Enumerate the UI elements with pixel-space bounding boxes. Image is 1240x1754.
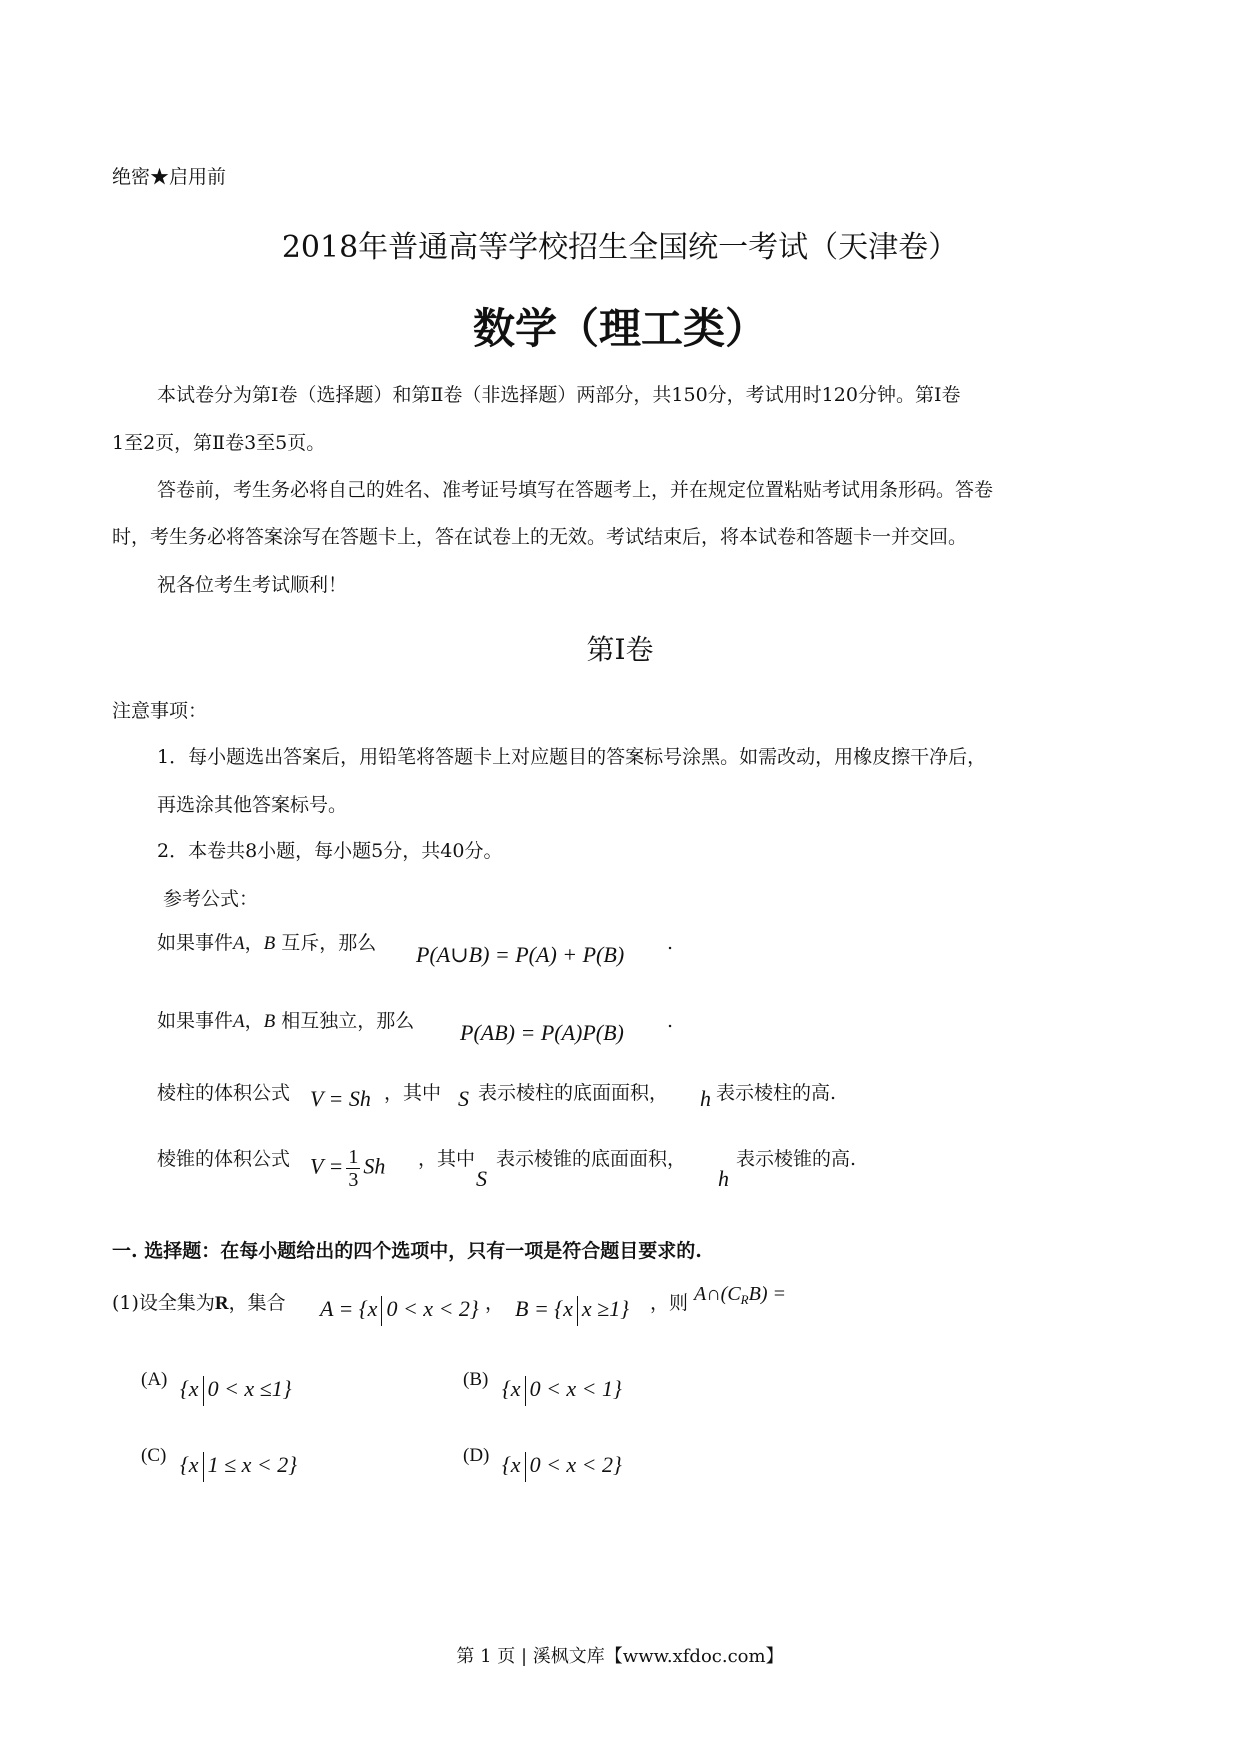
formula3-s xyxy=(458,1088,469,1110)
option-d-label: (D) xyxy=(463,1445,490,1466)
question1-set-b xyxy=(515,1296,629,1326)
formula4-end: 表示棱锥的高. xyxy=(736,1148,857,1170)
formula2-expression: P(AB) = P(A)P(B) xyxy=(460,1020,624,1045)
question1-then: ，则 xyxy=(650,1292,689,1314)
expression-subscript: R xyxy=(740,1292,749,1307)
formula4-fraction xyxy=(346,1146,360,1191)
option-c-lhs: {x xyxy=(180,1452,199,1478)
expression-rhs: B) = xyxy=(748,1283,786,1305)
formula4-h-var: h xyxy=(718,1166,729,1191)
option-d-value xyxy=(502,1452,622,1482)
formula3-h-var: h xyxy=(700,1086,711,1111)
option-b-lhs: {x xyxy=(502,1376,521,1402)
formula1-math xyxy=(416,944,624,966)
option-d-lhs: {x xyxy=(502,1452,521,1478)
formula4-denominator: 3 xyxy=(348,1169,359,1191)
formula1-prefix: 如果事件 xyxy=(157,932,234,954)
formula1-end: . xyxy=(667,932,674,954)
option-a-lhs: {x xyxy=(180,1376,199,1402)
formula3-s-var: S xyxy=(458,1086,469,1111)
option-c-value xyxy=(180,1452,297,1482)
set-b-rhs: x ≥1} xyxy=(581,1296,629,1322)
intro-p2-line1: 答卷前，考生务必将自己的姓名、准考证号填写在答题考上，并在规定位置粘贴考试用条形码。答卷 xyxy=(157,479,994,501)
expression-lhs: A∩(C xyxy=(694,1283,741,1305)
set-b-divider xyxy=(577,1296,578,1326)
confidential-label: 绝密★启用前 xyxy=(112,166,227,188)
formula3-h xyxy=(700,1088,711,1110)
formula2-end: . xyxy=(667,1010,674,1032)
reference-formulas-heading: 参考公式： xyxy=(163,888,259,910)
formula2-text: 相互独立，那么 xyxy=(275,1010,415,1032)
formula4-math xyxy=(310,1146,385,1191)
formula1-event-a: A xyxy=(233,933,245,954)
formula3-mid: ，其中 xyxy=(384,1082,442,1104)
formula4-sh: Sh xyxy=(363,1153,386,1179)
formula4-prefix: 棱锥的体积公式 xyxy=(157,1148,291,1170)
option-d-rhs: 0 < x < 2} xyxy=(529,1452,622,1478)
formula4-s xyxy=(476,1168,487,1190)
formula4-numerator: 1 xyxy=(348,1146,359,1168)
formula3-math xyxy=(310,1088,371,1110)
formula-independent xyxy=(157,1012,414,1031)
option-a-rhs: 0 < x ≤1} xyxy=(207,1376,292,1402)
set-a-rhs: 0 < x < 2} xyxy=(386,1296,479,1322)
set-a-lhs: A = {x xyxy=(320,1296,378,1322)
option-a-value xyxy=(180,1376,292,1406)
formula3-text: 表示棱柱的底面面积， xyxy=(478,1082,669,1104)
notes-item1-line2: 再选涂其他答案标号。 xyxy=(157,794,348,816)
question1-mid: ，集合 xyxy=(228,1292,286,1314)
option-a-label: (A) xyxy=(141,1369,168,1390)
option-b-rhs: 0 < x < 1} xyxy=(529,1376,622,1402)
question1-label: (1)设全集为 xyxy=(112,1292,215,1314)
formula3-expression: V = Sh xyxy=(310,1086,371,1111)
intro-p1-line1: 本试卷分为第Ⅰ卷（选择题）和第Ⅱ卷（非选择题）两部分，共150分，考试用时120分钟。第Ⅰ卷 xyxy=(157,384,961,406)
formula-mutually-exclusive xyxy=(157,934,376,953)
question1-comma: ， xyxy=(485,1292,505,1314)
option-c-label: (C) xyxy=(141,1445,167,1466)
formula1-sep: ， xyxy=(244,932,264,954)
formula1-event-b: B xyxy=(263,933,276,954)
formula1-expression: P(A∪B) = P(A) + P(B) xyxy=(416,942,625,967)
formula2-event-a: A xyxy=(233,1011,245,1032)
option-b-value xyxy=(502,1376,622,1406)
question1-universal-set: R xyxy=(214,1293,229,1314)
option-c-divider xyxy=(203,1452,204,1482)
formula2-event-b: B xyxy=(263,1011,276,1032)
formula4-s-var: S xyxy=(476,1166,487,1191)
intro-p1-line2: 1至2页，第Ⅱ卷3至5页。 xyxy=(112,432,326,454)
option-a-divider xyxy=(203,1376,204,1406)
section-title: 第Ⅰ卷 xyxy=(586,633,654,666)
question1-set-a xyxy=(320,1296,479,1326)
intro-p2-line2: 时，考生务必将答案涂写在答题卡上，答在试卷上的无效。考试结束后，将本试卷和答题卡一并交回。 xyxy=(112,526,968,548)
option-d-divider xyxy=(525,1452,526,1482)
formula4-text: 表示棱锥的底面面积， xyxy=(496,1148,687,1170)
notes-item2: 2．本卷共8小题，每小题5分，共40分。 xyxy=(157,840,503,862)
formula4-mid: ，其中 xyxy=(418,1148,476,1170)
formula1-text: 互斥，那么 xyxy=(275,932,377,954)
formula3-prefix: 棱柱的体积公式 xyxy=(157,1082,291,1104)
formula2-sep: ， xyxy=(244,1010,264,1032)
formula4-v: V = xyxy=(310,1153,344,1179)
option-b-divider xyxy=(525,1376,526,1406)
exam-title: 2018年普通高等学校招生全国统一考试（天津卷） xyxy=(281,230,959,265)
intro-p3: 祝各位考生考试顺利！ xyxy=(157,574,348,596)
formula3-end: 表示棱柱的高. xyxy=(716,1082,837,1104)
subject-title: 数学（理工类） xyxy=(472,304,767,353)
question1-prefix xyxy=(112,1294,286,1313)
question1-expression xyxy=(694,1284,786,1306)
option-c-rhs: 1 ≤ x < 2} xyxy=(207,1452,298,1478)
notes-heading: 注意事项： xyxy=(112,700,208,722)
formula4-h xyxy=(718,1168,729,1190)
set-b-lhs: B = {x xyxy=(515,1296,573,1322)
notes-item1-line1: 1．每小题选出答案后，用铅笔将答题卡上对应题目的答案标号涂黑。如需改动，用橡皮擦干净后， xyxy=(157,746,987,768)
formula2-prefix: 如果事件 xyxy=(157,1010,234,1032)
option-b-label: (B) xyxy=(463,1369,489,1390)
formula2-math xyxy=(460,1022,624,1044)
part1-heading: 一. 选择题：在每小题给出的四个选项中，只有一项是符合题目要求的. xyxy=(112,1240,702,1262)
set-a-divider xyxy=(381,1296,382,1326)
page-footer: 第 1 页 | 溪枫文库【www.xfdoc.com】 xyxy=(456,1646,784,1667)
